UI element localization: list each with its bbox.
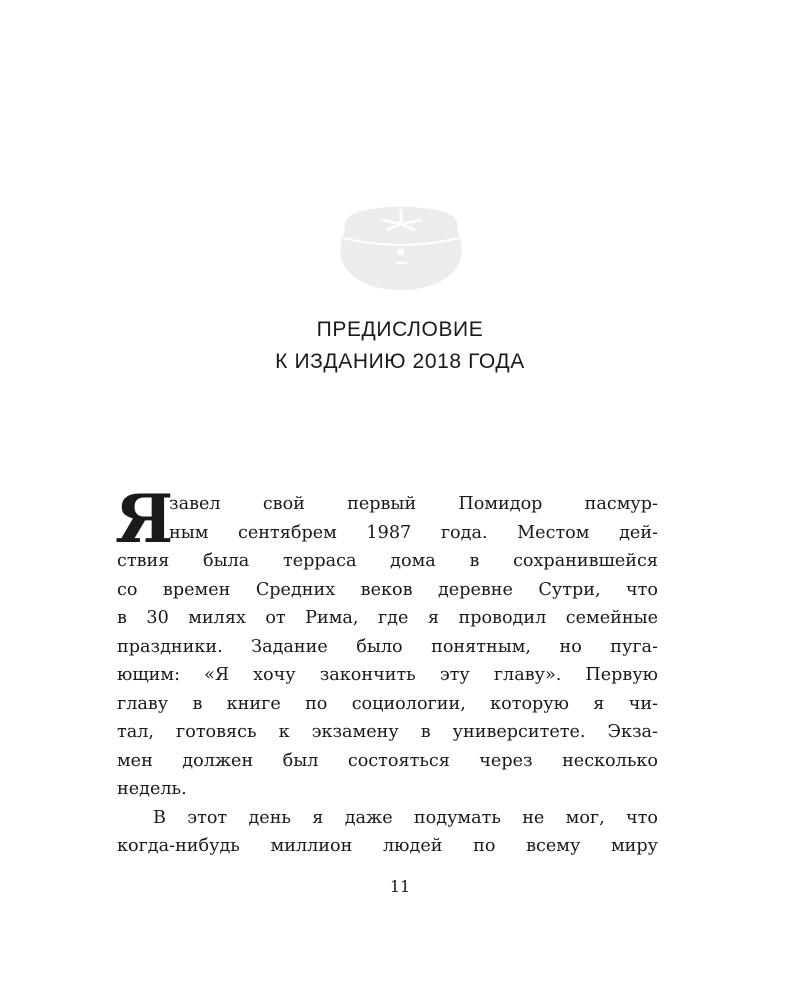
text-line: когда-нибудь миллион людей по всему миру <box>117 836 658 856</box>
text-line: ным сентябрем 1987 года. Местом дей- <box>169 522 658 543</box>
text-line: главу в книге по социологии, которую я чи- <box>117 693 658 714</box>
text-line: мен должен был состояться через несколько <box>117 750 658 771</box>
chapter-title-line-1: ПРЕДИСЛОВИЕ <box>316 318 484 341</box>
text-line: В этот день я даже подумать не мог, что <box>153 807 658 828</box>
body-text <box>115 480 658 861</box>
drop-cap: Я <box>115 480 174 558</box>
text-line: завел свой первый Помидор пасмур- <box>169 494 658 514</box>
text-line: в 30 милях от Рима, где я проводил семейные <box>117 608 658 628</box>
text-line: тал, готовясь к экзамену в университете. Экза- <box>117 722 658 742</box>
text-line: недель. <box>117 779 187 799</box>
text-line: праздники. Задание было понятным, но пуга- <box>117 636 658 657</box>
text-line: ющим: «Я хочу закончить эту главу». Первую <box>117 665 658 685</box>
text-line: со времен Средних веков деревне Сутри, что <box>117 579 658 600</box>
tomato-emblem-icon <box>333 200 469 290</box>
chapter-title-line-2: К ИЗДАНИЮ 2018 ГОДА <box>275 350 525 373</box>
text-line: ствия была терраса дома в сохранившейся <box>117 551 658 571</box>
page-number: 11 <box>389 877 411 896</box>
